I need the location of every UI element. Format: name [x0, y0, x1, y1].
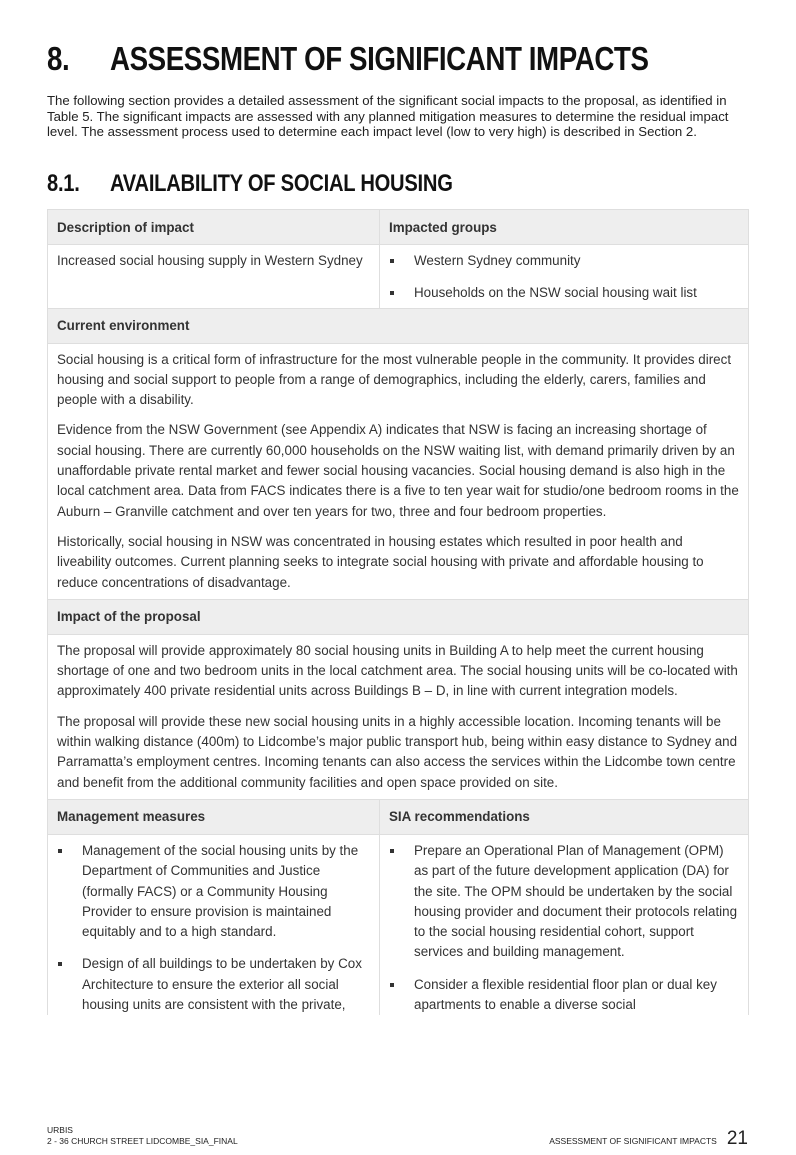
impact-description-cell — [48, 245, 380, 309]
sia-recommendations-cell — [380, 834, 749, 1015]
paragraph: Historically, social housing in NSW was concentrated in housing estates which resulted in poor health and liveability outcomes. Current planning seeks to integrate social housing with private and affordable housing to reduce concentrations of disadvantage. — [57, 533, 704, 590]
table-header-row — [48, 210, 749, 245]
footer-org: URBIS — [47, 1125, 73, 1135]
impact-table — [47, 209, 749, 1015]
sia-recommendations-header: SIA recommendations — [380, 799, 749, 834]
table-row — [48, 634, 749, 799]
table-header-row — [48, 308, 749, 343]
list-item: Households on the NSW social housing wait list — [389, 283, 739, 303]
footer-doc: 2 - 36 CHURCH STREET LIDCOMBE_SIA_FINAL — [47, 1136, 238, 1146]
intro-paragraph: The following section provides a detailed assessment of the significant social impacts to the proposal, as identified in Table 5. The significant impacts are assessed with any planned mitigation measures to determine the residual impact level. The assessment process used to determine each impact level (low to very high) is described in Section 2. — [47, 93, 729, 140]
page-number: 21 — [726, 1128, 748, 1149]
subsection-number: 8.1. — [47, 170, 80, 197]
current-environment-cell — [48, 343, 749, 599]
paragraph: Social housing is a critical form of infrastructure for the most vulnerable people in the community. It provides direct housing and social support to people from a range of demographics, including the elderly, carers, families and people with a disability. — [57, 351, 732, 408]
table-row — [48, 343, 749, 599]
current-environment-header: Current environment — [48, 308, 749, 343]
description-header: Description of impact — [48, 210, 380, 245]
paragraph: The proposal will provide these new social housing units in a highly accessible location. Incoming tenants will be within walking distance (400m) to Lidcombe’s major public transport hub, being within easy distance to Sydney and Parramatta’s employment centres. Incoming tenants can also access the services within the Lidcombe town centre and benefit from the additional community facilities and open space provided on site. — [57, 713, 738, 790]
paragraph: Evidence from the NSW Government (see Appendix A) indicates that NSW is facing an increasing shortage of social housing. There are currently 60,000 households on the NSW waiting list, with demand primarily driven by an unaffordable private rental market and fewer social housing vacancies. Social housing demand is also high in the local catchment area. Data from FACS indicates there is a five to ten year wait for studio/one bedroom rooms in the Auburn – Granville catchment and over ten years for two, three and four bedroom properties. — [57, 422, 739, 519]
impact-of-proposal-header: Impact of the proposal — [48, 599, 749, 634]
impact-description: Increased social housing supply in Western Sydney — [57, 253, 363, 268]
subsection-title: AVAILABILITY OF SOCIAL HOUSING — [110, 170, 453, 197]
section-heading — [47, 40, 649, 78]
list-item: Western Sydney community — [389, 251, 739, 271]
management-measures-cell — [48, 834, 380, 1015]
table-header-row — [48, 799, 749, 834]
impacted-groups-list — [389, 251, 739, 304]
list-item: Management of the social housing units by the Department of Communities and Justice (formally FACS) or a Community Housing Provider to ensure provision is maintained equitably and to a high standard. — [57, 841, 370, 942]
table-header-row — [48, 599, 749, 634]
section-title: ASSESSMENT OF SIGNIFICANT IMPACTS — [110, 40, 649, 77]
subsection-heading — [47, 170, 453, 198]
footer-section: ASSESSMENT OF SIGNIFICANT IMPACTS — [549, 1136, 717, 1146]
sia-recommendations-list — [389, 841, 739, 1015]
list-item: Design of all buildings to be undertaken by Cox Architecture to ensure the exterior all social housing units are consistent with the private, — [57, 954, 370, 1015]
management-measures-header: Management measures — [48, 799, 380, 834]
management-measures-list — [57, 841, 370, 1015]
footer-right — [549, 1128, 748, 1150]
paragraph: The proposal will provide approximately 80 social housing units in Building A to help meet the current housing shortage of one and two bedroom units in the local catchment area. The social housing units will be co-located with approximately 400 private residential units across Buildings B – D, in line with current integration models. — [57, 642, 738, 699]
footer-left — [47, 1125, 238, 1147]
impact-of-proposal-cell — [48, 634, 749, 799]
table-row — [48, 834, 749, 1015]
table-row — [48, 245, 749, 309]
list-item: Prepare an Operational Plan of Management (OPM) as part of the future development application (DA) for the site. The OPM should be undertaken by the social housing provider and document their protocols relating to the social housing residential cohort, support services and building management. — [389, 841, 739, 963]
section-number: 8. — [47, 40, 70, 77]
list-item: Consider a flexible residential floor plan or dual key apartments to enable a diverse social — [389, 975, 739, 1016]
groups-header: Impacted groups — [380, 210, 749, 245]
impacted-groups-cell — [380, 245, 749, 309]
